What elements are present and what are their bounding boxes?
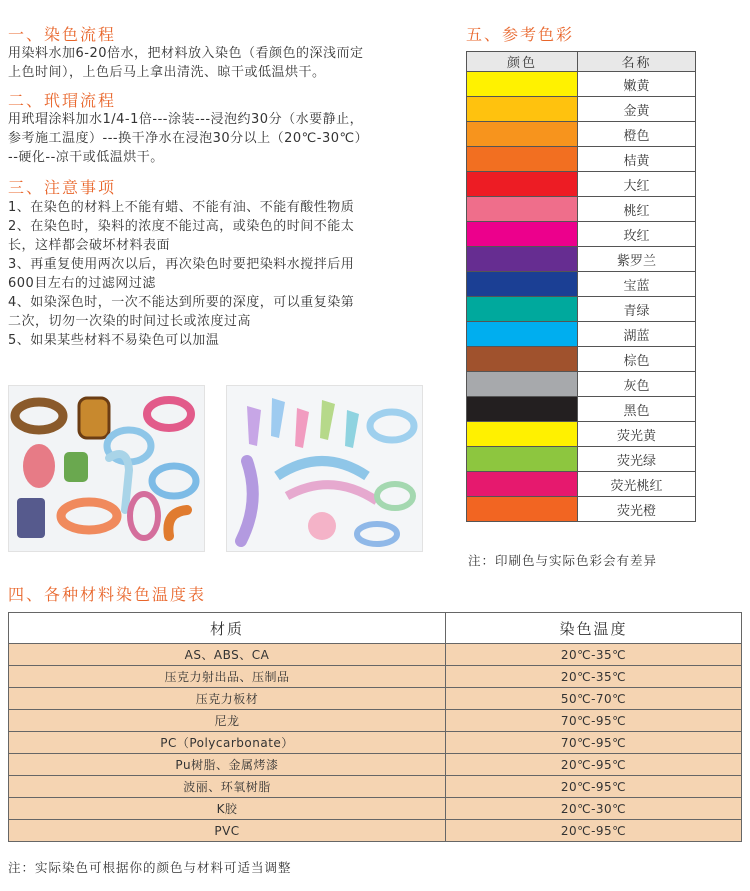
text-line: 二次，切勿一次染的时间过长或浓度过高: [8, 314, 252, 329]
material-table-header-row: [9, 613, 742, 644]
material-temperature: 20℃-95℃: [446, 776, 742, 798]
color-name: 大红: [578, 172, 696, 197]
color-row: [467, 172, 696, 197]
material-temperature: 70℃-95℃: [446, 710, 742, 732]
header-name: 名称: [578, 52, 696, 72]
photo-dyed-resin-pieces: [8, 385, 205, 552]
section-title-dyeing-process: 一、染色流程: [8, 25, 117, 44]
material-name: PC（Polycarbonate）: [9, 732, 446, 754]
color-swatch: [467, 322, 578, 347]
text-line: 用玳瑁涂料加水1/4-1倍---涂装---浸泡约30分（水要静止，: [8, 112, 364, 127]
material-row: [9, 666, 742, 688]
color-row: [467, 72, 696, 97]
color-swatch: [467, 397, 578, 422]
color-swatch: [467, 197, 578, 222]
dyeing-process-text: [8, 44, 458, 82]
text-line: 上色时间），上色后马上拿出清洗、晾干或低温烘干。: [8, 65, 326, 80]
material-row: [9, 798, 742, 820]
section-title-material-temperature: 四、各种材料染色温度表: [8, 585, 207, 604]
section-title-reference-colors: 五、参考色彩: [466, 25, 575, 44]
crystal-pieces-illustration: [227, 386, 422, 551]
color-row: [467, 122, 696, 147]
header-material: 材质: [9, 613, 446, 644]
text-line: 5、如果某些材料不易染色可以加温: [8, 333, 220, 348]
color-name: 橙色: [578, 122, 696, 147]
color-swatch: [467, 272, 578, 297]
color-name: 灰色: [578, 372, 696, 397]
color-name: 荧光黄: [578, 422, 696, 447]
resin-pieces-illustration: [9, 386, 204, 551]
color-row: [467, 272, 696, 297]
material-name: 波丽、环氧树脂: [9, 776, 446, 798]
color-swatch: [467, 497, 578, 522]
color-swatch: [467, 422, 578, 447]
text-line: 3、再重复使用两次以后，再次染色时要把染料水搅拌后用: [8, 257, 355, 272]
color-row: [467, 397, 696, 422]
material-name: 压克力射出品、压制品: [9, 666, 446, 688]
color-name: 紫罗兰: [578, 247, 696, 272]
precautions-text: [8, 198, 458, 350]
tortoiseshell-process-text: [8, 110, 458, 167]
color-swatch: [467, 172, 578, 197]
material-temperature-table: [8, 612, 742, 842]
material-name: PVC: [9, 820, 446, 842]
color-swatch: [467, 347, 578, 372]
color-name: 荧光桃红: [578, 472, 696, 497]
material-row: [9, 776, 742, 798]
header-color: 颜色: [467, 52, 578, 72]
text-line: 长，这样都会破坏材料表面: [8, 238, 171, 253]
color-name: 湖蓝: [578, 322, 696, 347]
material-temperature: 20℃-30℃: [446, 798, 742, 820]
reference-color-table: [466, 51, 696, 522]
material-row: [9, 732, 742, 754]
material-row: [9, 710, 742, 732]
header-temperature: 染色温度: [446, 613, 742, 644]
color-swatch: [467, 97, 578, 122]
color-swatch: [467, 297, 578, 322]
color-name: 桃红: [578, 197, 696, 222]
material-temperature: 20℃-95℃: [446, 820, 742, 842]
color-name: 玫红: [578, 222, 696, 247]
section-title-tortoiseshell-process: 二、玳瑁流程: [8, 91, 117, 110]
color-name: 金黄: [578, 97, 696, 122]
section-title-precautions: 三、注意事项: [8, 178, 117, 197]
color-row: [467, 147, 696, 172]
color-swatch: [467, 147, 578, 172]
material-row: [9, 820, 742, 842]
color-row: [467, 197, 696, 222]
color-row: [467, 372, 696, 397]
color-table-header-row: [467, 52, 696, 72]
color-table-note: 注：印刷色与实际色彩会有差异: [468, 553, 658, 568]
text-line: --硬化--凉干或低温烘干。: [8, 150, 164, 165]
color-swatch: [467, 447, 578, 472]
text-line: 600目左右的过滤网过滤: [8, 276, 156, 291]
material-name: K胶: [9, 798, 446, 820]
color-name: 荧光绿: [578, 447, 696, 472]
color-name: 青绿: [578, 297, 696, 322]
color-name: 桔黄: [578, 147, 696, 172]
color-name: 棕色: [578, 347, 696, 372]
material-temperature: 50℃-70℃: [446, 688, 742, 710]
material-row: [9, 754, 742, 776]
color-row: [467, 347, 696, 372]
color-row: [467, 322, 696, 347]
color-row: [467, 422, 696, 447]
color-row: [467, 222, 696, 247]
color-swatch: [467, 247, 578, 272]
color-row: [467, 97, 696, 122]
material-name: 压克力板材: [9, 688, 446, 710]
material-temperature: 20℃-35℃: [446, 666, 742, 688]
material-name: Pu树脂、金属烤漆: [9, 754, 446, 776]
color-name: 嫩黄: [578, 72, 696, 97]
color-swatch: [467, 72, 578, 97]
color-name: 黑色: [578, 397, 696, 422]
material-temperature: 20℃-35℃: [446, 644, 742, 666]
text-line: 参考施工温度）---换干净水在浸泡30分以上（20℃-30℃）: [8, 131, 369, 146]
material-temperature: 20℃-95℃: [446, 754, 742, 776]
color-name: 宝蓝: [578, 272, 696, 297]
color-swatch: [467, 372, 578, 397]
color-swatch: [467, 222, 578, 247]
text-line: 1、在染色的材料上不能有蜡、不能有油、不能有酸性物质: [8, 200, 355, 215]
text-line: 4、如染深色时，一次不能达到所要的深度，可以重复染第: [8, 295, 355, 310]
photo-dyed-crystal-pieces: [226, 385, 423, 552]
text-line: 2、在染色时，染料的浓度不能过高，或染色的时间不能太: [8, 219, 355, 234]
color-row: [467, 472, 696, 497]
color-swatch: [467, 472, 578, 497]
material-table-note: 注：实际染色可根据你的颜色与材料可适当调整: [8, 860, 292, 875]
color-row: [467, 497, 696, 522]
text-line: 用染料水加6-20倍水，把材料放入染色（看颜色的深浅而定: [8, 46, 364, 61]
color-swatch: [467, 122, 578, 147]
material-row: [9, 688, 742, 710]
color-name: 荧光橙: [578, 497, 696, 522]
color-row: [467, 447, 696, 472]
material-temperature: 70℃-95℃: [446, 732, 742, 754]
color-row: [467, 247, 696, 272]
material-row: [9, 644, 742, 666]
material-name: AS、ABS、CA: [9, 644, 446, 666]
color-row: [467, 297, 696, 322]
material-name: 尼龙: [9, 710, 446, 732]
